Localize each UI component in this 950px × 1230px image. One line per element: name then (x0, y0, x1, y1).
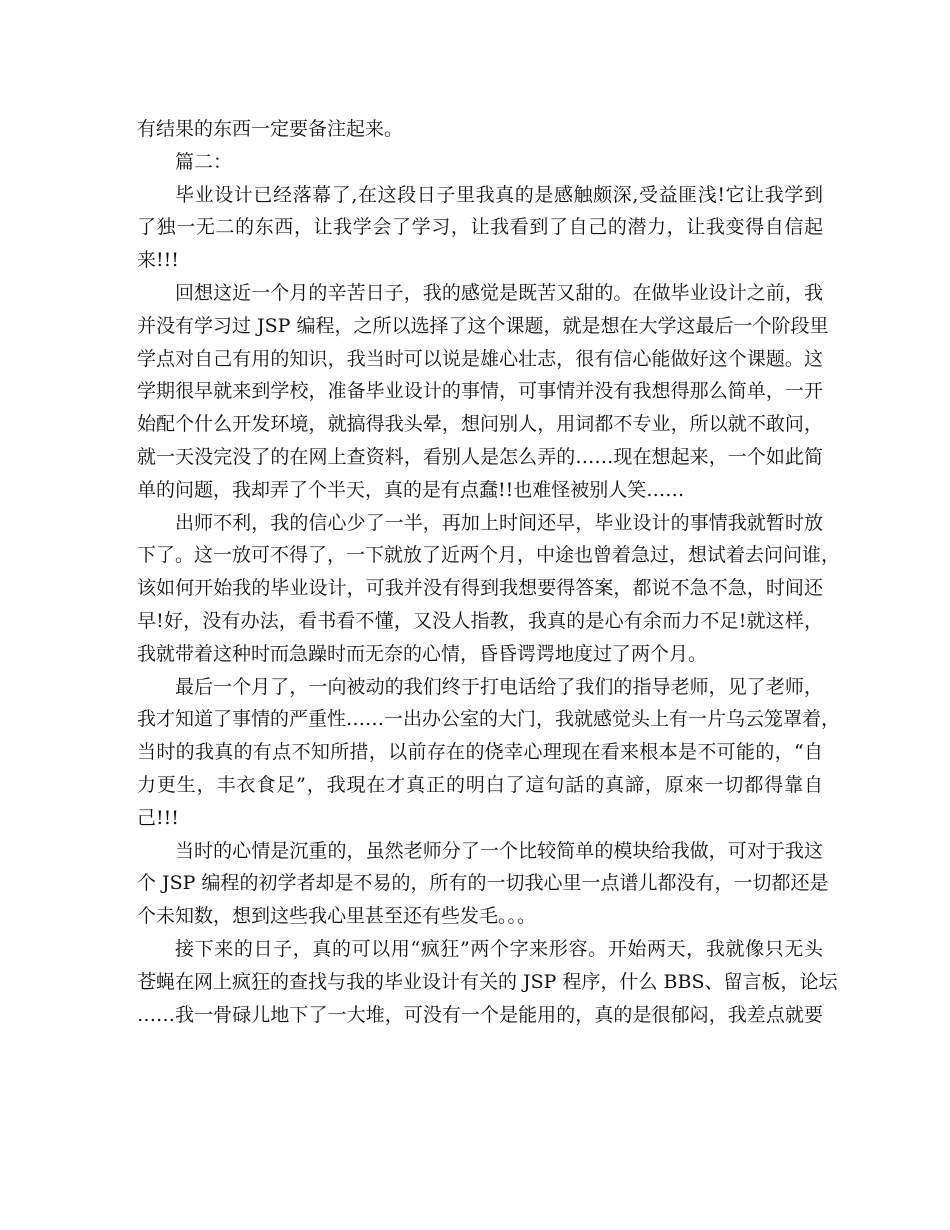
text-line: 就一天没完没了的在网上查资料，看别人是怎么弄的……现在想起来，一个如此简 (137, 445, 823, 468)
text-line: ……我一骨碌儿地下了一大堆，可没有一个是能用的，真的是很郁闷，我差点就要 (137, 1003, 823, 1026)
text-line: 早!好，没有办法，看书看不懂，又没人指教，我真的是心有余而力不足!就这样， (137, 609, 823, 632)
text-line: 来!!! (137, 249, 179, 272)
text-line: 学点对自己有用的知识，我当时可以说是雄心壮志，很有信心能做好这个课题。这 (137, 347, 823, 370)
text-line: 最后一个月了，一向被动的我们终于打电话给了我们的指导老师，见了老师， (175, 675, 823, 698)
text-line: 我就带着这种时而急躁时而无奈的心情，昏昏谔谔地度过了两个月。 (137, 642, 708, 665)
text-line: 接下来的日子，真的可以用“疯狂”两个字来形容。开始两天，我就像只无头 (175, 937, 823, 960)
text-line: 始配个什么开发环境，就搞得我头晕，想问别人，用词都不专业，所以就不敢问， (137, 413, 823, 436)
text-line: 个未知数，想到这些我心里甚至还有些发毛。。。 (137, 905, 537, 928)
text-line: 学期很早就来到学校，准备毕业设计的事情，可事情并没有我想得那么简单，一开 (137, 380, 823, 403)
text-line: 下了。这一放可不得了，一下就放了近两个月，中途也曾着急过，想试着去问问谁， (137, 544, 841, 567)
text-line: 当时的我真的有点不知所措，以前存在的侥幸心理现在看来根本是不可能的，“自 (137, 741, 823, 764)
text-line: 回想这近一个月的辛苦日子，我的感觉是既苦又甜的。在做毕业设计之前，我 (175, 281, 823, 304)
text-line: 毕业设计已经落幕了,在这段日子里我真的是感触颇深,受益匪浅!它让我学到 (175, 183, 823, 206)
text-line: 己!!! (137, 806, 179, 829)
text-line: 并没有学习过 JSP 编程，之所以选择了这个课题，就是想在大学这最后一个阶段里 (137, 314, 829, 337)
text-line: 了独一无二的东西，让我学会了学习，让我看到了自己的潜力，让我变得自信起 (137, 216, 823, 239)
text-line: 出师不利，我的信心少了一半，再加上时间还早，毕业设计的事情我就暂时放 (175, 511, 823, 534)
text-line: 个 JSP 编程的初学者却是不易的，所有的一切我心里一点谱儿都没有，一切都还是 (137, 872, 829, 895)
text-line: 篇二： (175, 150, 233, 173)
text-line: 有结果的东西一定要备注起来。 (137, 118, 404, 140)
text-line: 我才知道了事情的严重性……一出办公室的大门，我就感觉头上有一片乌云笼罩着， (137, 708, 841, 731)
document-body (137, 113, 841, 1031)
text-line: 苍蝇在网上疯狂的查找与我的毕业设计有关的 JSP 程序，什么 BBS、留言板，论坛 (137, 970, 838, 993)
text-line: 该如何开始我的毕业设计，可我并没有得到我想要得答案，都说不急不急，时间还 (137, 577, 823, 600)
text-line: 力更生，丰衣食足”，我現在才真正的明白了這句話的真諦，原來一切都得靠自 (137, 773, 823, 796)
text-line: 单的问题，我却弄了个半天，真的是有点蠢!!也难怪被别人笑…… (137, 478, 685, 501)
text-line: 当时的心情是沉重的，虽然老师分了一个比较简单的模块给我做，可对于我这 (175, 839, 823, 862)
